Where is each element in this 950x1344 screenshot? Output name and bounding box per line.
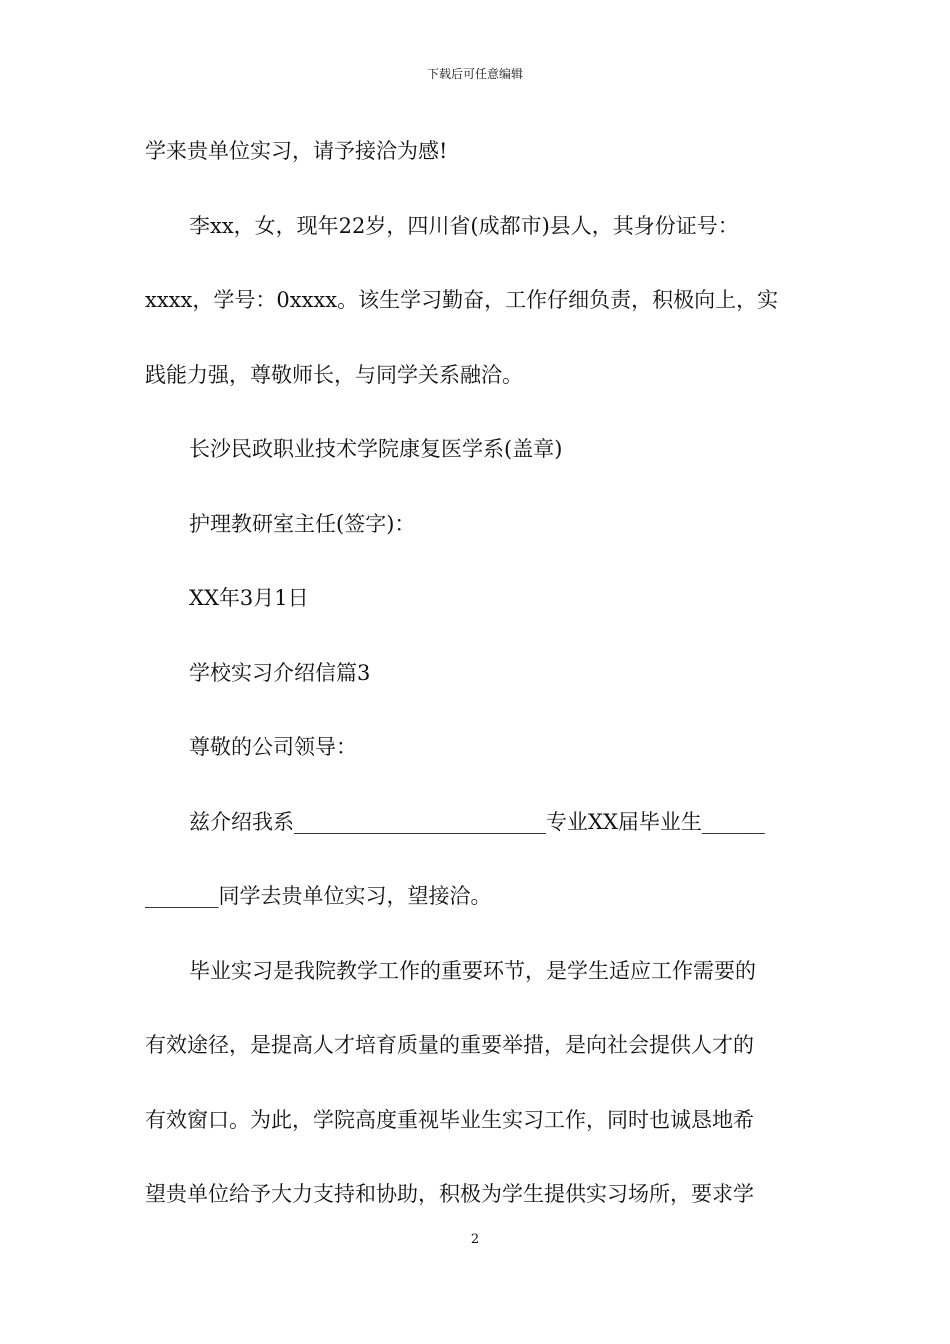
text-line: 有效窗口。为此，学院高度重视毕业生实习工作，同时也诚恳地希 bbox=[145, 1107, 754, 1132]
document-body bbox=[145, 131, 810, 1249]
section-title: 学校实习介绍信篇3 bbox=[189, 660, 371, 685]
text-line: 践能力强，尊敬师长，与同学关系融洽。 bbox=[145, 362, 523, 387]
page-number: 2 bbox=[470, 1232, 480, 1247]
text-line: xxxx，学号：0xxxx。该生学习勤奋，工作仔细负责，积极向上，实 bbox=[145, 288, 779, 312]
signature-date: XX年3月1日 bbox=[189, 586, 309, 610]
text-line: 学来贵单位实习，请予接洽为感! bbox=[145, 139, 448, 163]
text-line: 毕业实习是我院教学工作的重要环节，是学生适应工作需要的 bbox=[189, 958, 756, 983]
page-header: 下载后可任意编辑 bbox=[426, 67, 523, 81]
text-line: 望贵单位给予大力支持和协助，积极为学生提供实习场所，要求学 bbox=[145, 1182, 754, 1206]
signature-dept: 长沙民政职业技术学院康复医学系(盖章) bbox=[189, 437, 563, 461]
text-line: 有效途径，是提高人才培育质量的重要举措，是向社会提供人才的 bbox=[145, 1033, 754, 1057]
salutation: 尊敬的公司领导： bbox=[189, 735, 357, 759]
text-line: 李xx，女，现年22岁，四川省(成都市)县人，其身份证号： bbox=[189, 213, 739, 238]
text-line: 兹介绍我系________________________专业XX届毕业生______ bbox=[189, 809, 765, 834]
text-line: _______同学去贵单位实习，望接洽。 bbox=[145, 884, 492, 908]
signature-director: 护理教研室主任(签字)： bbox=[189, 511, 416, 536]
